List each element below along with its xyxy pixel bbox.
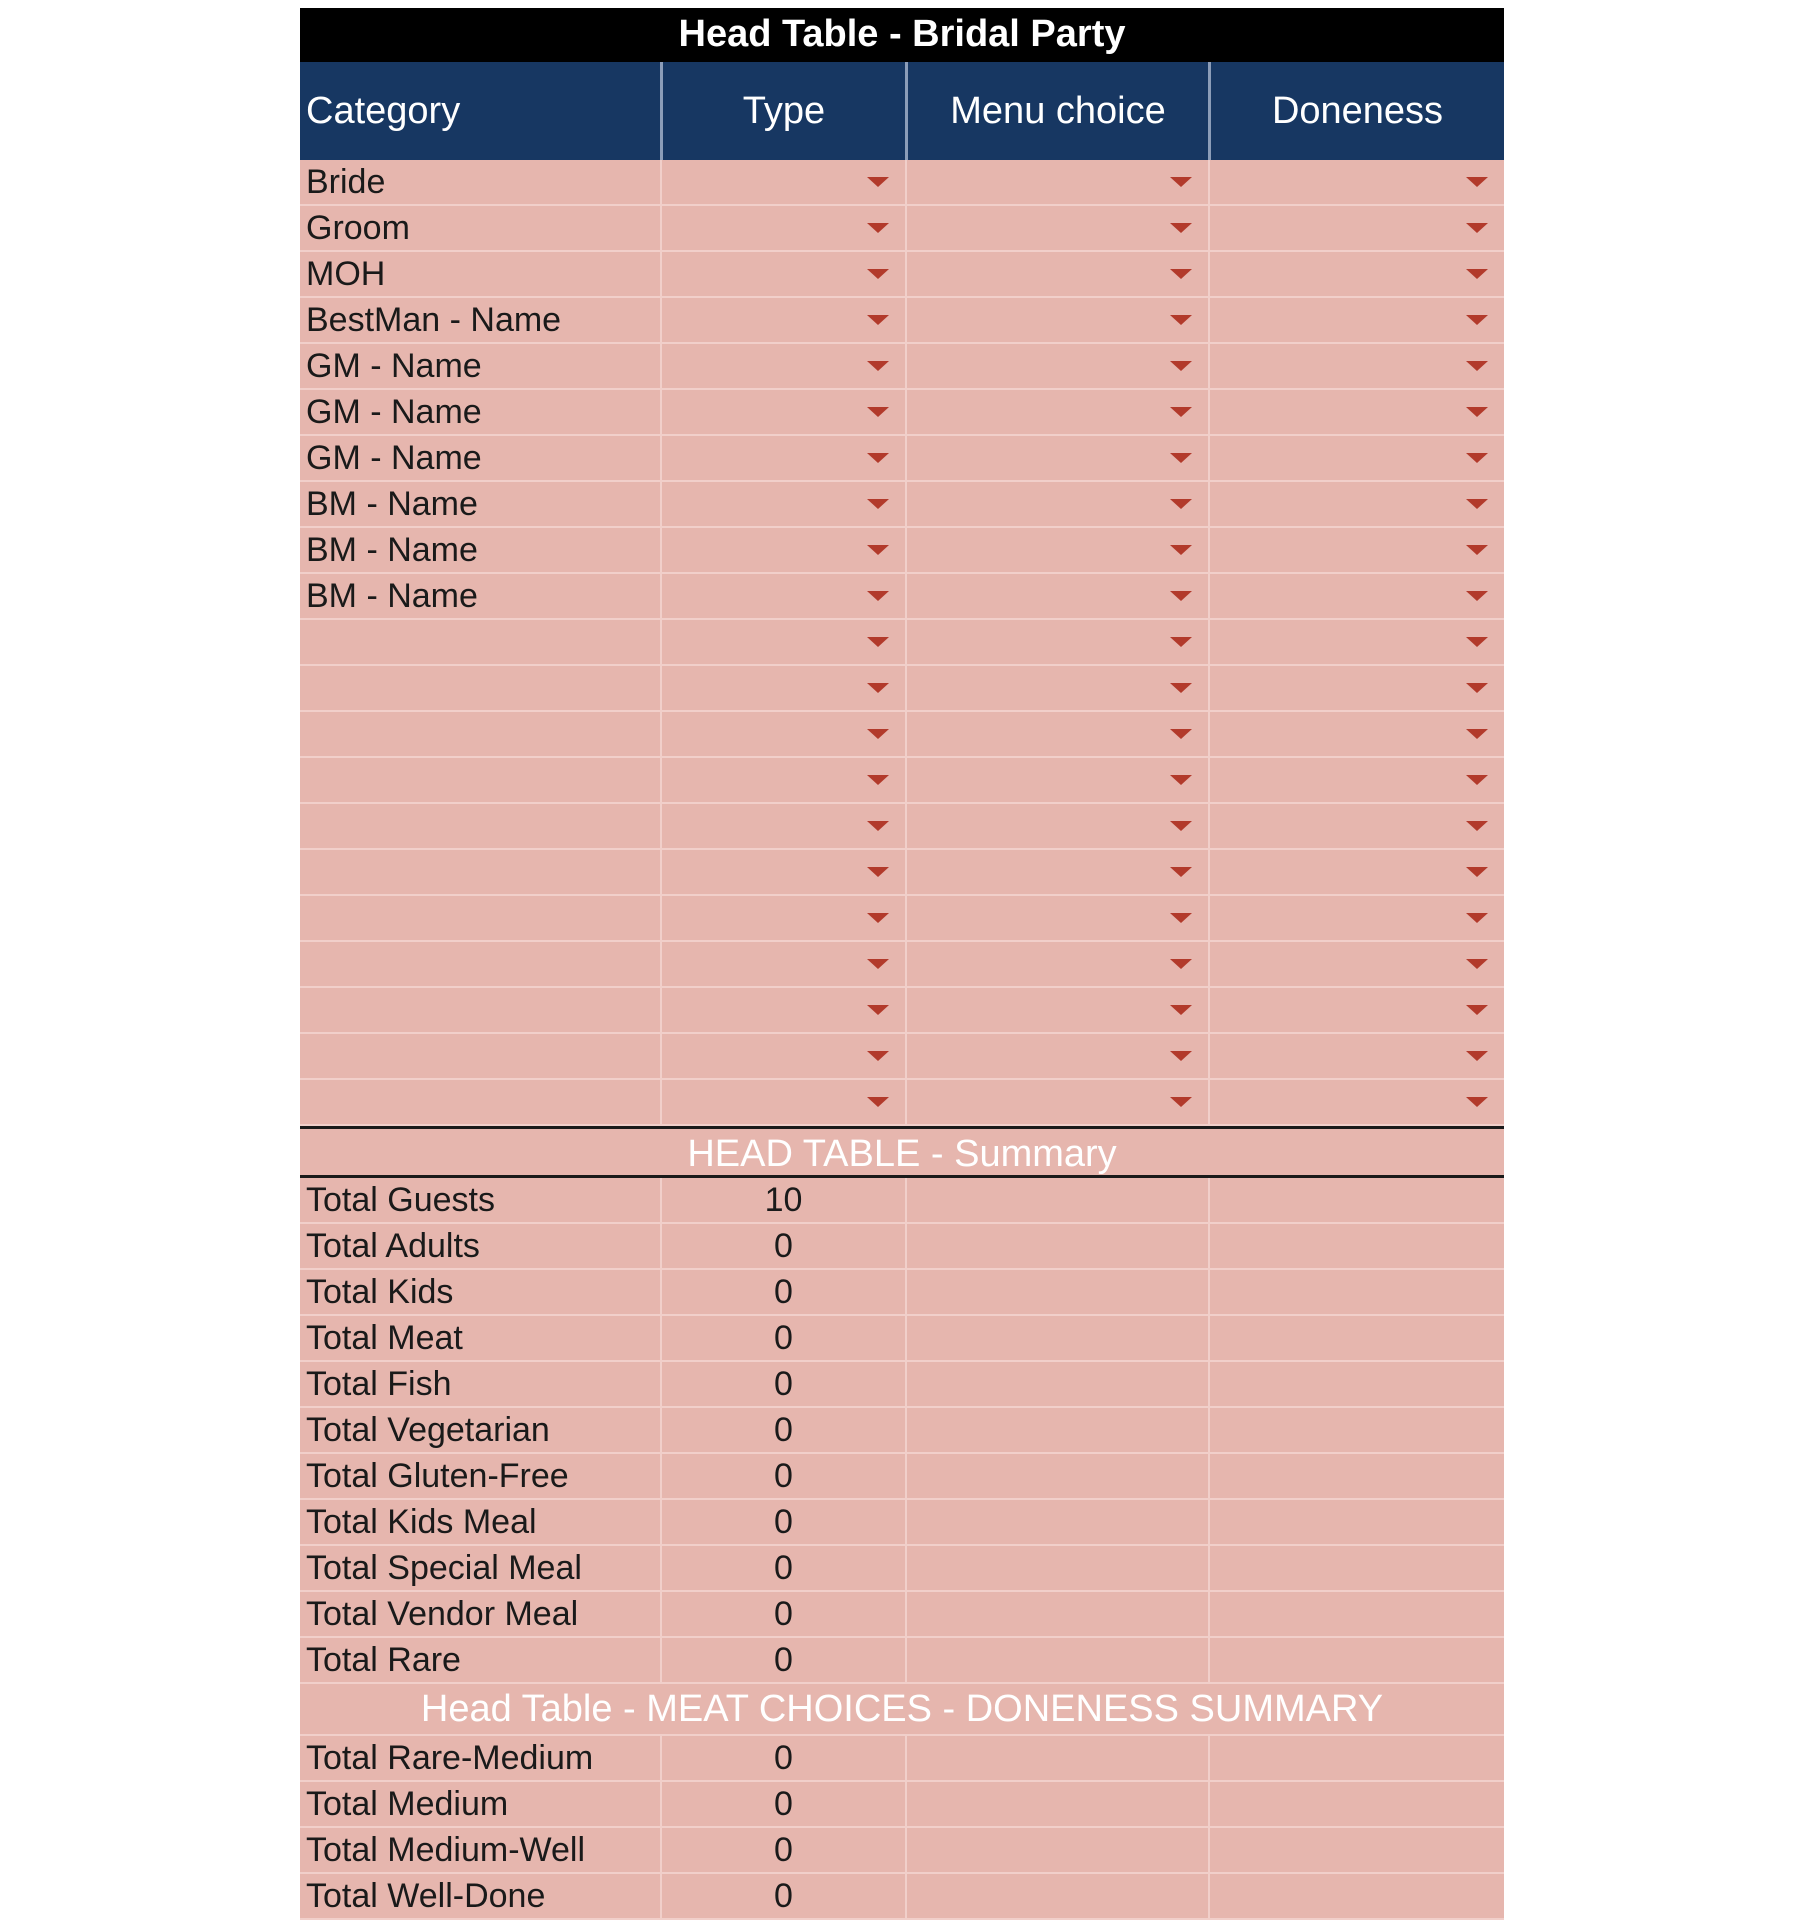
doneness-cell[interactable] [1208,1034,1504,1078]
dropdown-arrow-icon[interactable] [1170,867,1192,877]
summary-row [300,1224,1504,1270]
type-cell[interactable] [660,666,905,710]
empty-cell[interactable] [1208,1362,1504,1406]
dropdown-arrow-icon[interactable] [1170,959,1192,969]
dropdown-arrow-icon[interactable] [1170,453,1192,463]
summary-row [300,1592,1504,1638]
menu-choice-cell[interactable] [905,942,1208,986]
category-cell[interactable]: BM - Name [306,577,478,615]
guest-row [300,620,1504,666]
guest-rows [300,160,1504,1126]
type-cell[interactable] [660,574,905,618]
guest-row [300,1034,1504,1080]
empty-cell[interactable] [1208,1316,1504,1360]
summary-label: Total Vegetarian [306,1411,550,1449]
menu-choice-cell[interactable] [905,482,1208,526]
type-cell[interactable] [660,160,905,204]
dropdown-arrow-icon[interactable] [867,591,889,601]
doneness-cell[interactable] [1208,988,1504,1032]
summary-label: Total Special Meal [306,1549,582,1587]
header-doneness[interactable]: Doneness [1208,62,1504,160]
empty-cell[interactable] [905,1454,1208,1498]
guest-row [300,390,1504,436]
empty-cell[interactable] [905,1500,1208,1544]
empty-cell[interactable] [905,1874,1208,1918]
doneness-cell[interactable] [1208,344,1504,388]
dropdown-arrow-icon[interactable] [1170,177,1192,187]
type-cell[interactable] [660,482,905,526]
doneness-cell[interactable] [1208,528,1504,572]
category-cell[interactable] [300,1034,660,1078]
dropdown-arrow-icon[interactable] [867,913,889,923]
empty-cell[interactable] [905,1408,1208,1452]
guest-row [300,436,1504,482]
doneness-cell[interactable] [1208,436,1504,480]
dropdown-arrow-icon[interactable] [1170,913,1192,923]
dropdown-arrow-icon[interactable] [1466,407,1488,417]
category-cell[interactable] [300,620,660,664]
summary-title: HEAD TABLE - Summary [300,1126,1504,1178]
guest-row [300,942,1504,988]
category-cell[interactable] [300,712,660,756]
category-cell[interactable]: GM - Name [306,393,482,431]
dropdown-arrow-icon[interactable] [1466,177,1488,187]
menu-choice-cell[interactable] [905,528,1208,572]
guest-row [300,344,1504,390]
doneness-summary-row [300,1828,1504,1874]
type-cell[interactable] [660,436,905,480]
dropdown-arrow-icon[interactable] [1170,591,1192,601]
dropdown-arrow-icon[interactable] [1170,545,1192,555]
empty-cell[interactable] [1208,1638,1504,1682]
dropdown-arrow-icon[interactable] [1170,821,1192,831]
dropdown-arrow-icon[interactable] [867,453,889,463]
menu-choice-cell[interactable] [905,988,1208,1032]
type-cell[interactable] [660,620,905,664]
empty-cell[interactable] [1208,1592,1504,1636]
summary-label: Total Rare-Medium [306,1739,594,1777]
dropdown-arrow-icon[interactable] [867,315,889,325]
category-cell[interactable] [300,942,660,986]
dropdown-arrow-icon[interactable] [867,775,889,785]
empty-cell[interactable] [1208,1500,1504,1544]
dropdown-arrow-icon[interactable] [1466,1097,1488,1107]
empty-cell[interactable] [1208,1178,1504,1222]
dropdown-arrow-icon[interactable] [867,1097,889,1107]
summary-label: Total Guests [306,1181,495,1219]
guest-row [300,896,1504,942]
summary-value: 0 [660,1782,905,1826]
dropdown-arrow-icon[interactable] [867,269,889,279]
type-cell[interactable] [660,758,905,802]
dropdown-arrow-icon[interactable] [1170,361,1192,371]
summary-value: 0 [660,1408,905,1452]
guest-row [300,298,1504,344]
doneness-cell[interactable] [1208,574,1504,618]
doneness-cell[interactable] [1208,206,1504,250]
doneness-cell[interactable] [1208,758,1504,802]
summary-row [300,1408,1504,1454]
doneness-summary-title: Head Table - MEAT CHOICES - DONENESS SUMMARY [300,1684,1504,1736]
summary-value: 0 [660,1592,905,1636]
dropdown-arrow-icon[interactable] [1466,913,1488,923]
menu-choice-cell[interactable] [905,252,1208,296]
type-cell[interactable] [660,896,905,940]
empty-cell[interactable] [905,1270,1208,1314]
dropdown-arrow-icon[interactable] [1466,315,1488,325]
doneness-summary-rows [300,1736,1504,1920]
summary-value: 0 [660,1828,905,1872]
doneness-summary-row [300,1782,1504,1828]
dropdown-arrow-icon[interactable] [867,407,889,417]
empty-cell[interactable] [1208,1736,1504,1780]
summary-label: Total Medium-Well [306,1831,586,1869]
dropdown-arrow-icon[interactable] [1466,683,1488,693]
empty-cell[interactable] [905,1828,1208,1872]
summary-row [300,1270,1504,1316]
dropdown-arrow-icon[interactable] [1466,591,1488,601]
category-cell[interactable] [300,988,660,1032]
doneness-summary-row [300,1736,1504,1782]
dropdown-arrow-icon[interactable] [867,545,889,555]
empty-cell[interactable] [905,1782,1208,1826]
dropdown-arrow-icon[interactable] [1170,407,1192,417]
guest-row [300,988,1504,1034]
menu-choice-cell[interactable] [905,206,1208,250]
type-cell[interactable] [660,988,905,1032]
dropdown-arrow-icon[interactable] [1466,223,1488,233]
menu-choice-cell[interactable] [905,666,1208,710]
dropdown-arrow-icon[interactable] [1466,775,1488,785]
guest-row [300,206,1504,252]
summary-value: 0 [660,1638,905,1682]
dropdown-arrow-icon[interactable] [867,361,889,371]
dropdown-arrow-icon[interactable] [867,1005,889,1015]
summary-value: 0 [660,1224,905,1268]
summary-row [300,1316,1504,1362]
type-cell[interactable] [660,712,905,756]
empty-cell[interactable] [1208,1546,1504,1590]
doneness-cell[interactable] [1208,298,1504,342]
menu-choice-cell[interactable] [905,1034,1208,1078]
summary-value: 0 [660,1316,905,1360]
column-header-row [300,62,1504,160]
category-cell[interactable] [300,896,660,940]
dropdown-arrow-icon[interactable] [1170,1005,1192,1015]
category-cell[interactable] [300,758,660,802]
dropdown-arrow-icon[interactable] [867,223,889,233]
dropdown-arrow-icon[interactable] [1466,867,1488,877]
dropdown-arrow-icon[interactable] [1466,821,1488,831]
dropdown-arrow-icon[interactable] [1466,545,1488,555]
dropdown-arrow-icon[interactable] [1466,499,1488,509]
summary-row [300,1454,1504,1500]
dropdown-arrow-icon[interactable] [867,177,889,187]
type-cell[interactable] [660,1034,905,1078]
empty-cell[interactable] [1208,1224,1504,1268]
dropdown-arrow-icon[interactable] [1170,223,1192,233]
dropdown-arrow-icon[interactable] [1170,269,1192,279]
doneness-cell[interactable] [1208,252,1504,296]
summary-row [300,1500,1504,1546]
guest-row [300,574,1504,620]
dropdown-arrow-icon[interactable] [1466,637,1488,647]
empty-cell[interactable] [905,1736,1208,1780]
summary-label: Total Meat [306,1319,463,1357]
empty-cell[interactable] [905,1638,1208,1682]
menu-choice-cell[interactable] [905,850,1208,894]
dropdown-arrow-icon[interactable] [1170,1051,1192,1061]
summary-value: 0 [660,1736,905,1780]
doneness-cell[interactable] [1208,712,1504,756]
menu-choice-cell[interactable] [905,160,1208,204]
doneness-cell[interactable] [1208,942,1504,986]
dropdown-arrow-icon[interactable] [867,683,889,693]
empty-cell[interactable] [905,1546,1208,1590]
summary-row [300,1362,1504,1408]
menu-choice-cell[interactable] [905,712,1208,756]
empty-cell[interactable] [1208,1454,1504,1498]
dropdown-arrow-icon[interactable] [1466,453,1488,463]
dropdown-arrow-icon[interactable] [1170,729,1192,739]
menu-choice-cell[interactable] [905,620,1208,664]
dropdown-arrow-icon[interactable] [1170,637,1192,647]
empty-cell[interactable] [1208,1408,1504,1452]
summary-label: Total Adults [306,1227,480,1265]
empty-cell[interactable] [1208,1828,1504,1872]
type-cell[interactable] [660,942,905,986]
type-cell[interactable] [660,1080,905,1124]
guest-row [300,1080,1504,1126]
type-cell[interactable] [660,528,905,572]
doneness-cell[interactable] [1208,666,1504,710]
category-cell[interactable]: Groom [306,209,410,247]
empty-cell[interactable] [905,1316,1208,1360]
dropdown-arrow-icon[interactable] [867,637,889,647]
dropdown-arrow-icon[interactable] [1466,729,1488,739]
dropdown-arrow-icon[interactable] [867,1051,889,1061]
summary-value: 0 [660,1454,905,1498]
type-cell[interactable] [660,344,905,388]
guest-row [300,482,1504,528]
summary-row [300,1638,1504,1684]
doneness-cell[interactable] [1208,620,1504,664]
menu-choice-cell[interactable] [905,758,1208,802]
menu-choice-cell[interactable] [905,390,1208,434]
type-cell[interactable] [660,850,905,894]
guest-row [300,804,1504,850]
type-cell[interactable] [660,390,905,434]
type-cell[interactable] [660,252,905,296]
dropdown-arrow-icon[interactable] [1466,361,1488,371]
header-menu-choice[interactable]: Menu choice [905,62,1208,160]
summary-value: 0 [660,1874,905,1918]
empty-cell[interactable] [905,1592,1208,1636]
header-type[interactable]: Type [660,62,905,160]
dropdown-arrow-icon[interactable] [1170,499,1192,509]
type-cell[interactable] [660,804,905,848]
doneness-cell[interactable] [1208,160,1504,204]
dropdown-arrow-icon[interactable] [867,499,889,509]
category-cell[interactable]: Bride [306,163,386,201]
guest-row [300,666,1504,712]
summary-rows [300,1178,1504,1684]
summary-value: 10 [660,1178,905,1222]
dropdown-arrow-icon[interactable] [1170,315,1192,325]
doneness-cell[interactable] [1208,804,1504,848]
summary-value: 0 [660,1500,905,1544]
dropdown-arrow-icon[interactable] [1466,1005,1488,1015]
menu-choice-cell[interactable] [905,344,1208,388]
type-cell[interactable] [660,206,905,250]
category-cell[interactable] [300,1080,660,1124]
category-cell[interactable]: GM - Name [306,439,482,477]
category-cell[interactable] [300,804,660,848]
category-cell[interactable]: BM - Name [306,531,478,569]
guest-row [300,528,1504,574]
doneness-summary-row [300,1874,1504,1920]
dropdown-arrow-icon[interactable] [867,821,889,831]
empty-cell[interactable] [1208,1782,1504,1826]
dropdown-arrow-icon[interactable] [1170,1097,1192,1107]
summary-label: Total Gluten-Free [306,1457,569,1495]
menu-choice-cell[interactable] [905,436,1208,480]
summary-label: Total Vendor Meal [306,1595,579,1633]
summary-label: Total Medium [306,1785,509,1823]
summary-row [300,1178,1504,1224]
category-cell[interactable]: BM - Name [306,485,478,523]
dropdown-arrow-icon[interactable] [867,867,889,877]
guest-row [300,758,1504,804]
dropdown-arrow-icon[interactable] [1170,683,1192,693]
summary-label: Total Rare [306,1641,461,1679]
doneness-cell[interactable] [1208,850,1504,894]
dropdown-arrow-icon[interactable] [867,959,889,969]
sheet-title: Head Table - Bridal Party [300,8,1504,62]
category-cell[interactable] [300,850,660,894]
summary-label: Total Well-Done [306,1877,546,1915]
summary-value: 0 [660,1270,905,1314]
category-cell[interactable]: MOH [306,255,386,293]
doneness-cell[interactable] [1208,390,1504,434]
menu-choice-cell[interactable] [905,574,1208,618]
empty-cell[interactable] [905,1224,1208,1268]
summary-value: 0 [660,1362,905,1406]
guest-row [300,712,1504,758]
dropdown-arrow-icon[interactable] [1466,269,1488,279]
menu-choice-cell[interactable] [905,1080,1208,1124]
category-cell[interactable] [300,666,660,710]
menu-choice-cell[interactable] [905,298,1208,342]
empty-cell[interactable] [1208,1270,1504,1314]
guest-row [300,850,1504,896]
empty-cell[interactable] [905,1362,1208,1406]
summary-label: Total Kids Meal [306,1503,537,1541]
summary-row [300,1546,1504,1592]
summary-label: Total Kids [306,1273,454,1311]
dropdown-arrow-icon[interactable] [1170,775,1192,785]
menu-choice-cell[interactable] [905,896,1208,940]
header-category[interactable]: Category [306,89,461,132]
doneness-cell[interactable] [1208,482,1504,526]
doneness-cell[interactable] [1208,896,1504,940]
category-cell[interactable]: GM - Name [306,347,482,385]
summary-label: Total Fish [306,1365,452,1403]
category-cell[interactable]: BestMan - Name [306,301,562,339]
doneness-cell[interactable] [1208,1080,1504,1124]
dropdown-arrow-icon[interactable] [867,729,889,739]
dropdown-arrow-icon[interactable] [1466,959,1488,969]
guest-row [300,252,1504,298]
empty-cell[interactable] [1208,1874,1504,1918]
menu-choice-cell[interactable] [905,804,1208,848]
guest-row [300,160,1504,206]
dropdown-arrow-icon[interactable] [1466,1051,1488,1061]
type-cell[interactable] [660,298,905,342]
spreadsheet [300,8,1504,1920]
empty-cell[interactable] [905,1178,1208,1222]
summary-value: 0 [660,1546,905,1590]
